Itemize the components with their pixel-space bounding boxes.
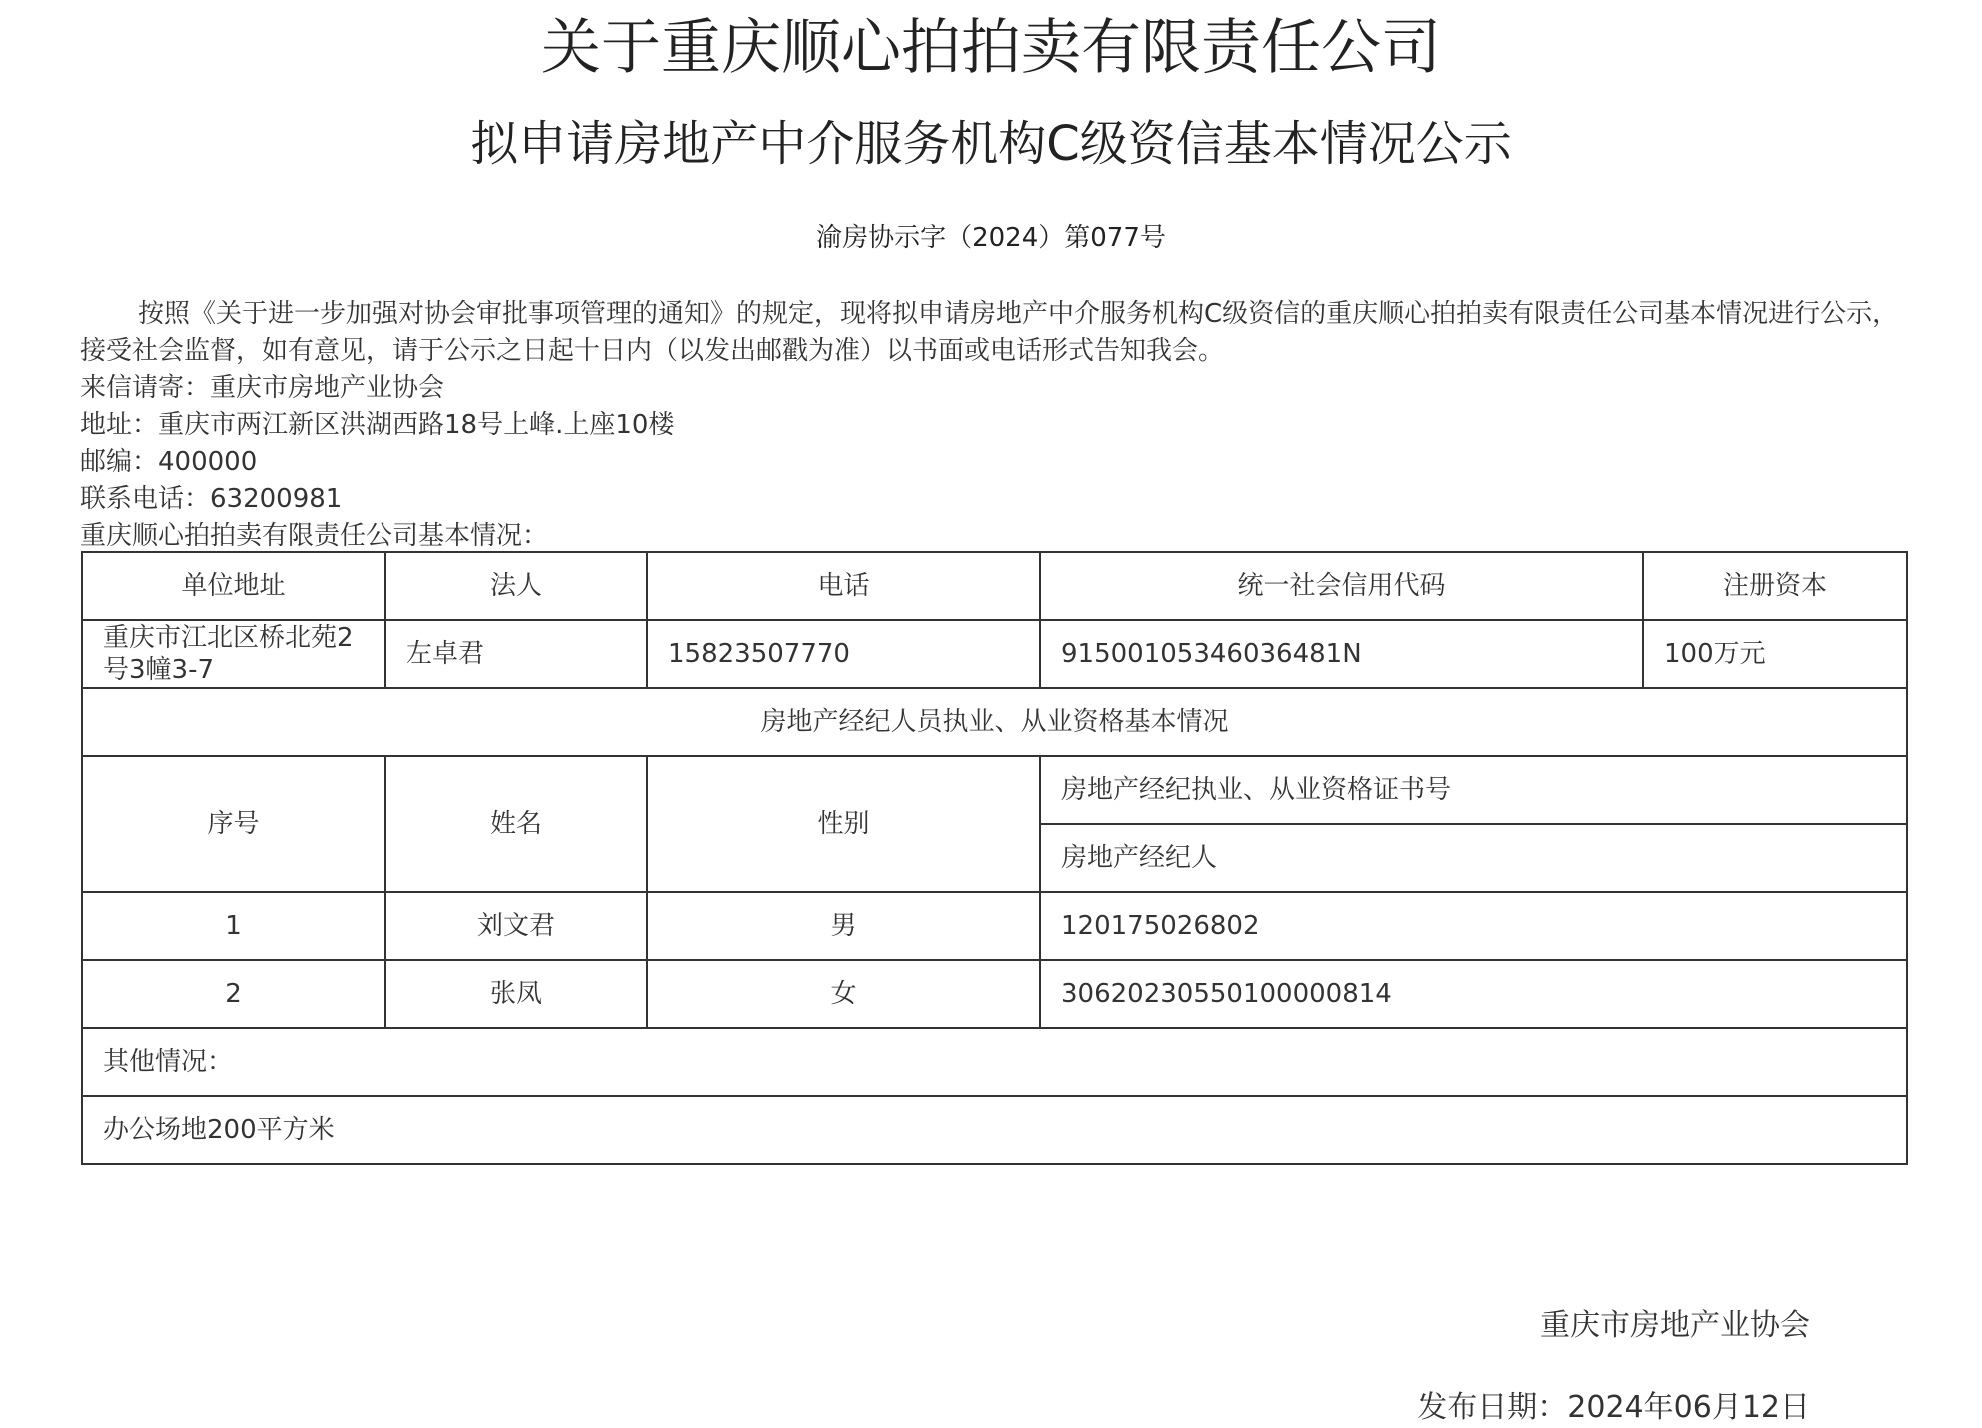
header-cell-legal-person: 法人 [385,552,647,620]
header-cell-index: 序号 [82,756,385,892]
agent-gender: 女 [647,960,1040,1028]
address-line: 地址：重庆市两江新区洪湖西路18号上峰.上座10楼 [80,410,675,440]
cell-phone: 15823507770 [647,620,1040,688]
intro-paragraph: 按照《关于进一步加强对协会审批事项管理的通知》的规定，现将拟申请房地产中介服务机构C级资信的重庆顺心拍拍卖有限责任公司基本情况进行公示，接受社会监督，如有意见，请于公示之日起十日内（以发出邮戳为准）以书面或电话形式告知我会。 [80,299,1899,366]
header-cell-phone: 电话 [647,552,1040,620]
agent-index: 2 [82,960,385,1028]
other-label-row [82,1028,1907,1096]
other-content: 办公场地200平方米 [82,1096,1907,1164]
document-title: 关于重庆顺心拍拍卖有限责任公司 [541,13,1441,83]
phone-line: 联系电话：63200981 [80,484,343,514]
postcode-line: 邮编：400000 [80,447,258,477]
other-content-row [82,1096,1907,1164]
document-body [80,296,1910,555]
agent-index: 1 [82,892,385,960]
cell-address: 重庆市江北区桥北苑2号3幢3-7 [82,620,385,688]
header-cell-cert-group: 房地产经纪执业、从业资格证书号 [1040,756,1907,824]
header-cell-credit-code: 统一社会信用代码 [1040,552,1643,620]
agents-header-row-1 [82,756,1907,824]
other-label: 其他情况： [82,1028,1907,1096]
agent-gender: 男 [647,892,1040,960]
header-cell-cert-sub: 房地产经纪人 [1040,824,1907,892]
table-row [82,892,1907,960]
agents-section-title: 房地产经纪人员执业、从业资格基本情况 [82,688,1907,756]
cell-credit-code: 91500105346036481N [1040,620,1643,688]
header-cell-gender: 性别 [647,756,1040,892]
cell-capital: 100万元 [1643,620,1907,688]
agent-cert: 30620230550100000814 [1040,960,1907,1028]
agent-cert: 120175026802 [1040,892,1907,960]
document-subtitle: 拟申请房地产中介服务机构C级资信基本情况公示 [470,116,1512,172]
company-data-row [82,620,1907,688]
header-cell-address: 单位地址 [82,552,385,620]
company-header-row [82,552,1907,620]
agent-name: 张凤 [385,960,647,1028]
header-cell-name: 姓名 [385,756,647,892]
document-number: 渝房协示字（2024）第077号 [816,223,1166,253]
agents-section-title-row [82,688,1907,756]
cell-legal-person: 左卓君 [385,620,647,688]
table-intro-line: 重庆顺心拍拍卖有限责任公司基本情况： [80,521,549,551]
mail-to-line: 来信请寄：重庆市房地产业协会 [80,373,445,403]
publish-date: 发布日期：2024年06月12日 [1417,1390,1810,1425]
header-cell-capital: 注册资本 [1643,552,1907,620]
agent-name: 刘文君 [385,892,647,960]
table-row [82,960,1907,1028]
issuer-signature: 重庆市房地产业协会 [1540,1308,1810,1343]
company-info-table [81,551,1908,1165]
